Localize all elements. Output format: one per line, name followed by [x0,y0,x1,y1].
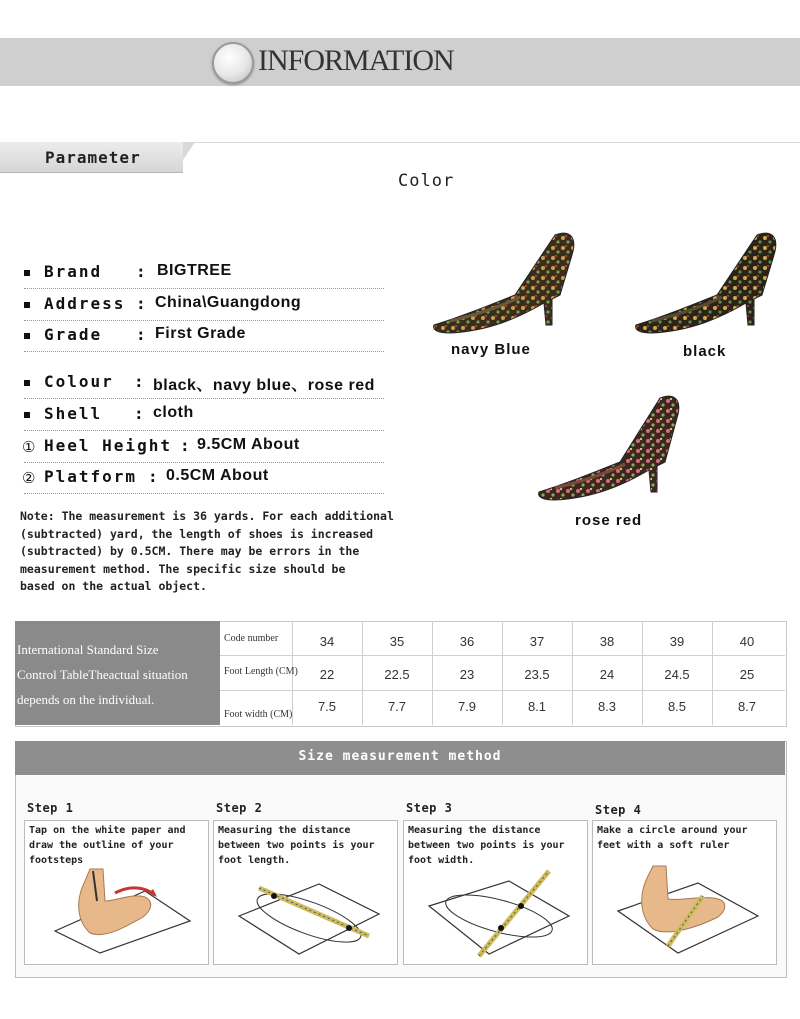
spec-label: Platform [44,467,138,486]
step-2-panel [213,820,398,965]
spec-separator: : [180,436,190,455]
table-col-divider [502,621,503,725]
table-col-divider [712,621,713,725]
note-label: Note: [20,509,55,523]
foot-circumference-illustration [608,861,768,961]
parameter-label: Parameter [45,148,141,167]
table-cell-foot-width: 7.7 [387,699,407,714]
step-1-title: Step 1 [27,801,74,815]
color-title: Color [398,171,455,191]
spec-label: Grade [44,325,103,344]
spec-row-brand [24,262,384,289]
shoe-photo-rose-red [535,388,685,503]
size-table-header-text [17,637,217,712]
bullet-icon [24,270,30,276]
info-circle-icon [212,42,254,84]
spec-separator: : [148,467,158,486]
spec-marker: ② [22,469,36,487]
bullet-icon [24,302,30,308]
spec-row-colour [24,372,384,399]
shoe-caption-rose-red: rose red [575,512,643,529]
table-cell-code: 39 [669,634,685,649]
row-label-foot-length: Foot Length (CM) [224,666,298,677]
spec-value: China\Guangdong [155,294,302,311]
row-label-foot-width: Foot width (CM) [224,709,293,720]
bullet-icon [24,380,30,386]
table-cell-foot-length: 23 [459,667,475,682]
row-label-code-number: Code number [224,633,279,644]
spec-separator: : [136,294,146,313]
shoe-photo-black [632,225,782,335]
foot-width-illustration [419,866,579,961]
table-col-divider [432,621,433,725]
step-2-text: Measuring the distance between two points is your foot length. [218,825,375,866]
step-2-title: Step 2 [216,801,263,815]
spec-label: Address [44,294,126,313]
table-cell-code: 35 [389,634,405,649]
spec-value: cloth [153,404,194,421]
size-header-line: Control TableTheactual situation [17,667,188,682]
note-text: The measurement is 36 yards. For each additional (subtracted) yard, the length of shoes is increased (subtracted) by 0.5CM. There may be errors in the measurement method. The specific size should be based on the actual object. [20,509,394,593]
table-cell-code: 34 [319,634,335,649]
size-header-line: International Standard Size [17,642,159,657]
table-col-divider [572,621,573,725]
table-cell-foot-length: 25 [739,667,755,682]
table-cell-code: 40 [739,634,755,649]
table-cell-foot-length: 24.5 [664,667,690,682]
spec-label: Shell [44,404,103,423]
spec-separator: : [134,372,144,391]
table-cell-foot-width: 8.5 [667,699,687,714]
table-cell-foot-length: 23.5 [524,667,550,682]
step-1-panel [24,820,209,965]
spec-value: 9.5CM About [197,436,300,453]
step-3-text: Measuring the distance between two points is your foot width. [408,825,565,866]
table-cell-foot-width: 7.9 [457,699,477,714]
step-3-title: Step 3 [406,801,453,815]
step-1-text: Tap on the white paper and draw the outline of your footsteps [29,825,186,866]
measurement-title: Size measurement method [298,749,502,764]
table-col-divider [362,621,363,725]
step-4-panel [592,820,777,965]
spec-value: black、navy blue、rose red [153,377,375,394]
spec-label: Colour [44,372,114,391]
table-cell-foot-length: 22 [319,667,335,682]
spec-row-platform [24,467,384,494]
spec-row-shell [24,404,384,431]
table-cell-foot-width: 8.1 [527,699,547,714]
table-cell-foot-width: 8.7 [737,699,757,714]
table-cell-foot-length: 22.5 [384,667,410,682]
spec-label: Brand [44,262,103,281]
spec-row-address [24,294,384,321]
table-cell-foot-length: 24 [599,667,615,682]
table-col-divider [642,621,643,725]
information-title: INFORMATION [258,44,454,77]
foot-length-illustration [229,866,389,961]
shoe-caption-navy-blue: navy Blue [451,341,531,358]
spec-marker: ① [22,438,36,456]
bullet-icon [24,333,30,339]
shoe-caption-black: black [683,343,727,360]
spec-separator: : [134,404,144,423]
spec-value: BIGTREE [157,262,232,279]
spec-separator: : [136,325,146,344]
parameter-tab-fold [183,142,195,160]
step-4-text: Make a circle around your feet with a soft ruler [597,825,748,851]
spec-separator: : [136,262,146,281]
table-cell-code: 37 [529,634,545,649]
table-cell-code: 38 [599,634,615,649]
table-cell-foot-width: 8.3 [597,699,617,714]
spec-label: Heel Height [44,436,172,455]
bullet-icon [24,412,30,418]
spec-value: First Grade [155,325,246,342]
size-header-line: depends on the individual. [17,692,155,707]
foot-outline-illustration [45,861,195,956]
spec-row-heel-height [24,436,384,463]
spec-value: 0.5CM About [166,467,269,484]
step-3-panel [403,820,588,965]
shoe-photo-navy-blue [430,225,580,335]
step-4-title: Step 4 [595,803,642,817]
table-cell-foot-width: 7.5 [317,699,337,714]
spec-row-grade [24,325,384,352]
table-cell-code: 36 [459,634,475,649]
measurement-note [20,508,440,596]
